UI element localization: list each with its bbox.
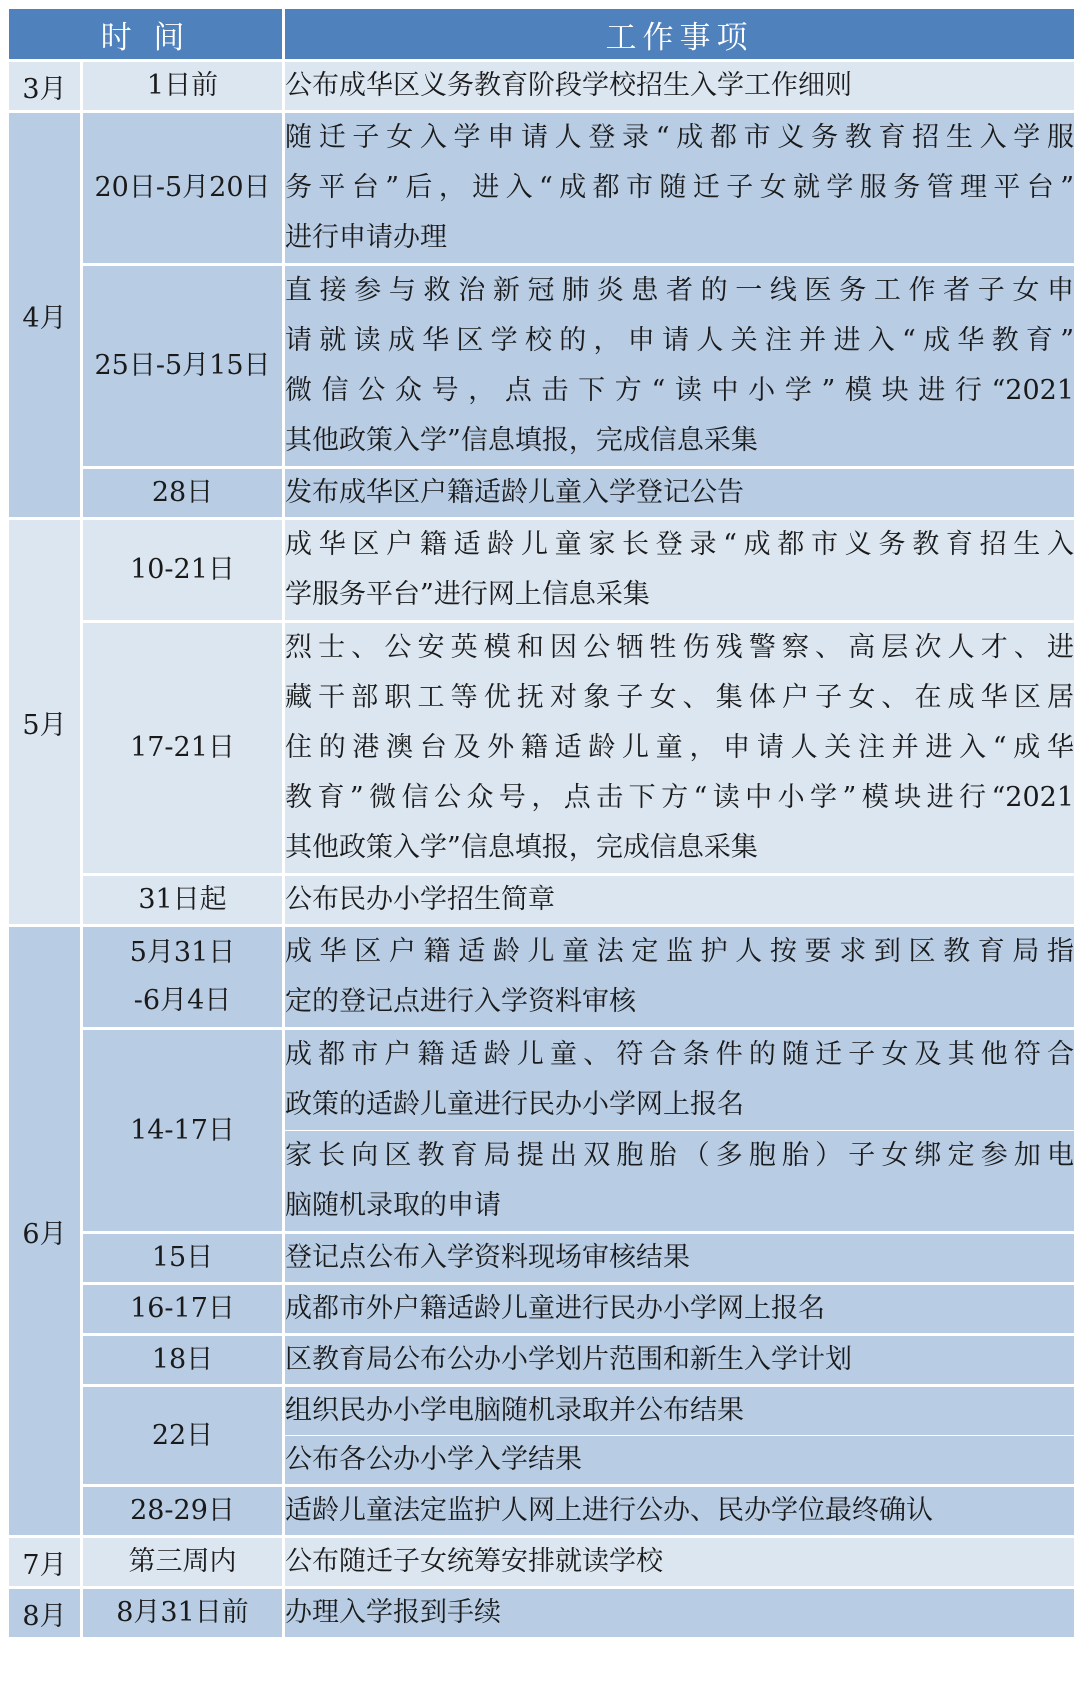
task-line: 定的登记点进行入学资料审核 <box>285 986 637 1017</box>
task-item <box>285 1030 1074 1130</box>
date-cell <box>82 468 284 519</box>
task-line: 政策的适龄儿童进行民办小学网上报名 <box>285 1089 745 1120</box>
table-row <box>8 265 1076 468</box>
task-item <box>285 1487 1074 1535</box>
date-line: 14-17日 <box>130 1114 235 1146</box>
task-line: 公布民办小学招生简章 <box>285 884 556 915</box>
date-cell <box>82 875 284 926</box>
date-line: 10-21日 <box>130 554 235 585</box>
task-line: 其他政策入学”信息填报，完成信息采集 <box>285 832 758 863</box>
task-line: 区教育局公布公办小学划片范围和新生入学计划 <box>285 1344 853 1375</box>
table-row <box>8 519 1076 622</box>
task-item <box>285 520 1074 620</box>
task-line: 烈士、公安英模和因公牺牲伤残警察、高层次人才、进 <box>285 632 1075 663</box>
table-row <box>8 1537 1076 1588</box>
schedule-body <box>8 61 1076 1639</box>
table-row <box>8 926 1076 1029</box>
task-line: 公布成华区义务教育阶段学校招生入学工作细则 <box>285 70 853 101</box>
task-cell <box>284 468 1076 519</box>
date-cell <box>82 519 284 622</box>
task-item <box>285 1435 1074 1484</box>
table-row <box>8 1335 1076 1386</box>
date-cell <box>82 1335 284 1386</box>
date-line: 25日-5月15日 <box>94 350 271 381</box>
date-cell <box>82 622 284 875</box>
task-cell <box>284 61 1076 112</box>
task-item <box>285 1234 1074 1282</box>
task-line: 家长向区教育局提出双胞胎（多胞胎）子女绑定参加电 <box>285 1140 1075 1171</box>
task-line: 登记点公布入学资料现场审核结果 <box>285 1242 691 1273</box>
task-cell <box>284 926 1076 1029</box>
task-line: 公布随迁子女统筹安排就读学校 <box>285 1546 664 1577</box>
task-line: 随迁子女入学申请人登录“成都市义务教育招生入学服 <box>285 122 1075 153</box>
date-cell <box>82 1233 284 1284</box>
table-row <box>8 1486 1076 1537</box>
enrollment-schedule-table <box>6 6 1077 1640</box>
table-row <box>8 875 1076 926</box>
task-line: 直接参与救治新冠肺炎患者的一线医务工作者子女申 <box>285 275 1075 306</box>
date-line: 28日 <box>151 477 214 508</box>
task-item <box>285 1285 1074 1333</box>
task-cell <box>284 1335 1076 1386</box>
task-cell <box>284 1537 1076 1588</box>
task-line: 组织民办小学电脑随机录取并公布结果 <box>285 1395 745 1426</box>
date-cell <box>82 265 284 468</box>
task-line: 学服务平台”进行网上信息采集 <box>285 579 650 610</box>
date-cell <box>82 1386 284 1486</box>
header-row <box>8 8 1076 61</box>
task-line: 成华区户籍适龄儿童家长登录“成都市义务教育招生入 <box>285 529 1075 560</box>
task-line: 脑随机录取的申请 <box>285 1190 502 1221</box>
task-item <box>285 266 1074 466</box>
task-line: 发布成华区户籍适龄儿童入学登记公告 <box>285 477 745 508</box>
table-row <box>8 468 1076 519</box>
task-line: 公布各公办小学入学结果 <box>285 1444 583 1475</box>
table-row <box>8 1386 1076 1486</box>
task-item <box>285 1130 1074 1231</box>
task-line: 适龄儿童法定监护人网上进行公办、民办学位最终确认 <box>285 1495 934 1526</box>
month-cell: 5月 <box>8 519 82 926</box>
date-line: 18日 <box>151 1344 214 1375</box>
date-cell <box>82 926 284 1029</box>
task-cell <box>284 1029 1076 1233</box>
table-row <box>8 1588 1076 1639</box>
task-cell <box>284 112 1076 265</box>
task-cell <box>284 265 1076 468</box>
task-item <box>285 623 1074 873</box>
task-item <box>285 1538 1074 1586</box>
task-cell <box>284 1233 1076 1284</box>
date-line: 28-29日 <box>130 1495 235 1526</box>
table-row <box>8 1029 1076 1233</box>
date-cell <box>82 112 284 265</box>
task-line: 办理入学报到手续 <box>285 1597 502 1628</box>
task-cell <box>284 519 1076 622</box>
task-line: 请就读成华区学校的，申请人关注并进入“成华教育” <box>285 325 1075 356</box>
task-cell <box>284 875 1076 926</box>
month-cell: 8月 <box>8 1588 82 1639</box>
task-cell <box>284 1486 1076 1537</box>
task-item <box>285 469 1074 517</box>
date-line: 31日起 <box>138 884 227 915</box>
table-row <box>8 1284 1076 1335</box>
date-cell <box>82 1029 284 1233</box>
table-row <box>8 622 1076 875</box>
month-cell: 3月 <box>8 61 82 112</box>
task-item <box>285 927 1074 1027</box>
task-line: 成都市户籍适龄儿童、符合条件的随迁子女及其他符合 <box>285 1039 1075 1070</box>
task-item <box>285 1589 1074 1637</box>
task-item <box>285 113 1074 263</box>
task-line: 微信公众号，点击下方“读中小学”模块进行“2021 <box>285 375 1075 406</box>
date-line: 1日前 <box>146 70 219 101</box>
date-line: 22日 <box>151 1419 214 1451</box>
table-row <box>8 1233 1076 1284</box>
task-line: 藏干部职工等优抚对象子女、集体户子女、在成华区居 <box>285 682 1075 713</box>
date-line: 16-17日 <box>130 1293 235 1324</box>
task-line: 其他政策入学”信息填报，完成信息采集 <box>285 425 758 456</box>
date-line: 5月31日 <box>129 937 236 968</box>
header-time: 时 间 <box>8 8 284 61</box>
date-line: 20日-5月20日 <box>94 172 271 203</box>
task-line: 成都市外户籍适龄儿童进行民办小学网上报名 <box>285 1293 826 1324</box>
date-line: 8月31日前 <box>116 1597 249 1628</box>
month-cell: 7月 <box>8 1537 82 1588</box>
task-item <box>285 1336 1074 1384</box>
date-cell <box>82 1486 284 1537</box>
task-line: 务平台”后，进入“成都市随迁子女就学服务管理平台” <box>285 172 1075 203</box>
table-row <box>8 61 1076 112</box>
date-cell <box>82 61 284 112</box>
task-item <box>285 876 1074 924</box>
task-cell <box>284 1588 1076 1639</box>
task-cell <box>284 1284 1076 1335</box>
month-cell: 6月 <box>8 926 82 1537</box>
date-line: -6月4日 <box>133 985 232 1016</box>
month-cell: 4月 <box>8 112 82 519</box>
task-line: 教育”微信公众号，点击下方“读中小学”模块进行“2021 <box>285 782 1075 813</box>
task-line: 进行申请办理 <box>285 222 448 253</box>
task-line: 住的港澳台及外籍适龄儿童，申请人关注并进入“成华 <box>285 732 1075 763</box>
task-cell <box>284 1386 1076 1486</box>
date-cell <box>82 1588 284 1639</box>
task-item <box>285 1387 1074 1435</box>
task-cell <box>284 622 1076 875</box>
date-cell <box>82 1284 284 1335</box>
date-line: 15日 <box>151 1242 214 1273</box>
date-line: 17-21日 <box>130 732 235 763</box>
header-task: 工作事项 <box>284 8 1076 61</box>
table-row <box>8 112 1076 265</box>
task-line: 成华区户籍适龄儿童法定监护人按要求到区教育局指 <box>285 936 1075 967</box>
task-item <box>285 62 1074 110</box>
date-cell <box>82 1537 284 1588</box>
date-line: 第三周内 <box>128 1546 237 1577</box>
